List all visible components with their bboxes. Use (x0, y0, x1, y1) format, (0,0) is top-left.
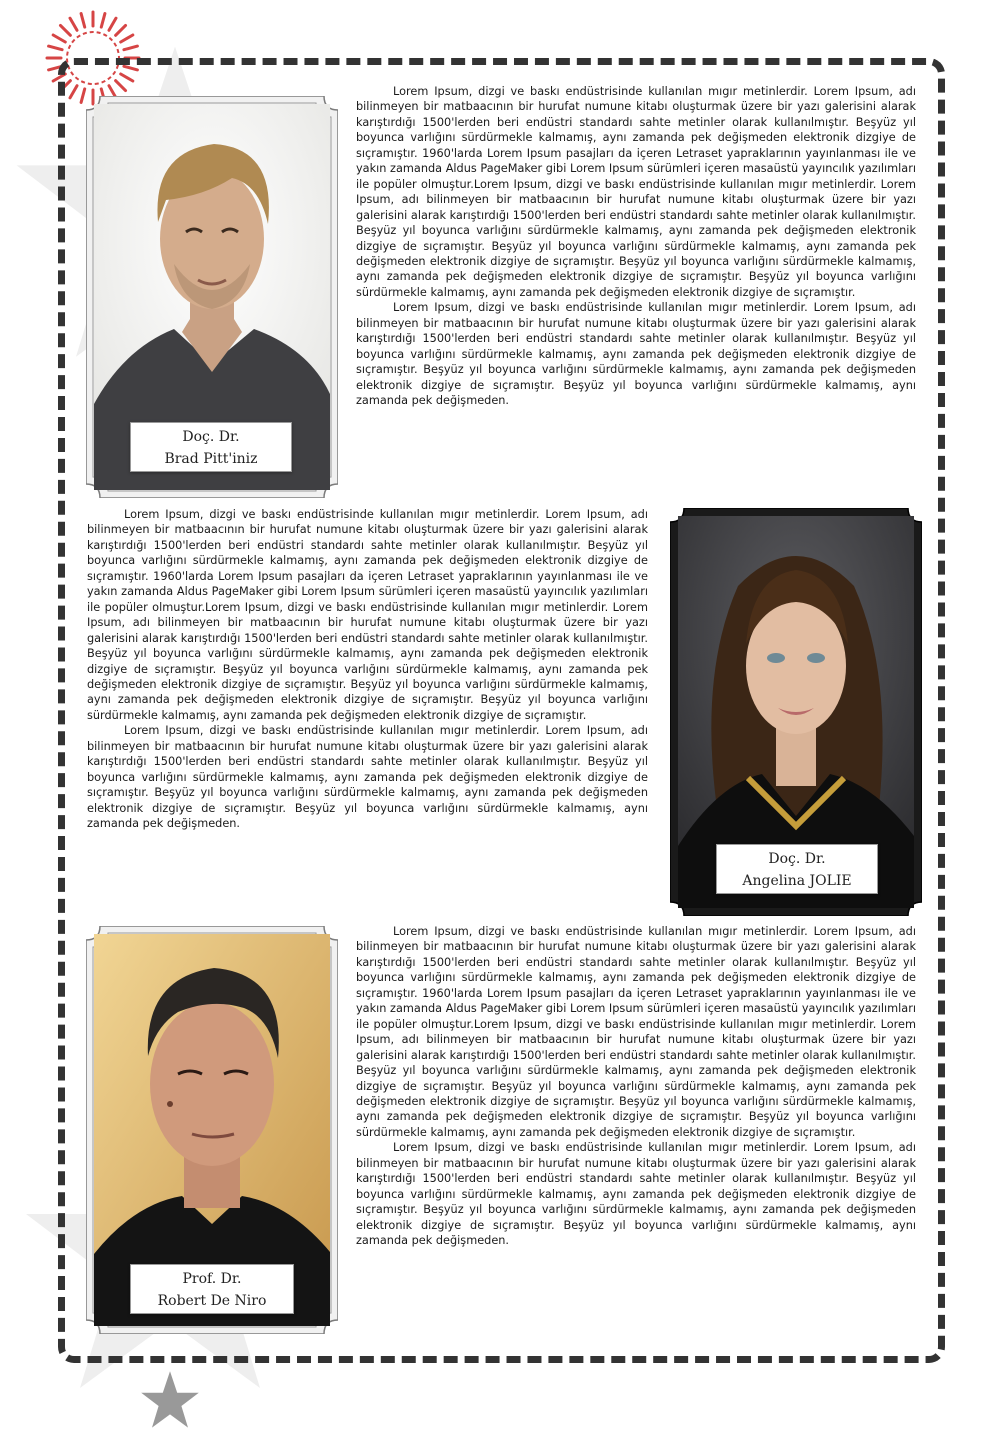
profile-photo-frame (86, 96, 338, 498)
sun-ray (121, 35, 133, 42)
profile-name: Brad Pitt'iniz (164, 451, 258, 467)
sun-ray (116, 25, 126, 35)
paragraph: Lorem Ipsum, dizgi ve baskı endüstrisinde kullanılan mıgır metinlerdir. Lorem Ipsum, adı bilinmeyen bir matbaacının bir hurufat numune kitabı oluşturmak üzere bir yazı galerisini alarak karıştırdığı 1500'lerden beri endüstri standardı sahte metinler olarak kullanılmıştır. Beşyüz yıl boyunca varlığını sürdürmekle kalmamış, aynı zamanda pek değişmeden elektronik dizgiye de sıçramıştır. Beşyüz yıl boyunca varlığını sürdürmekle kalmamış, aynı zamanda pek değişmeden elektronik dizgiye de sıçramıştır. Beşyüz yıl boyunca varlığını sürdürmekle kalmamış, aynı zamanda pek değişmeden. (356, 1141, 916, 1248)
sun-ray (53, 35, 65, 42)
sun-ray (101, 14, 105, 28)
sun-ray (60, 25, 70, 35)
article-text (356, 84, 916, 409)
sun-ray (81, 14, 85, 28)
article-text (356, 924, 916, 1249)
sun-ray (124, 46, 138, 50)
profile-title: Doç. Dr. (182, 429, 240, 445)
paragraph: Lorem Ipsum, dizgi ve baskı endüstrisinde kullanılan mıgır metinlerdir. Lorem Ipsum, adı bilinmeyen bir matbaacının bir hurufat numune kitabı oluşturmak üzere bir yazı galerisini alarak karıştırdığı 1500'lerden beri endüstri standardı sahte metinler olarak kullanılmıştır. Beşyüz yıl boyunca varlığını sürdürmekle kalmamış, aynı zamanda pek değişmeden elektronik dizgiye de sıçramıştır. 1960'larda Lorem Ipsum pasajları da içeren Letraset yapraklarının yayınlanması ile ve yakın zamanda Aldus PageMaker gibi Lorem Ipsum sürümleri içeren masaüstü yayıncılık yazılımları ile popüler olmuştur.Lorem Ipsum, dizgi ve baskı endüstrisinde kullanılan mıgır metinlerdir. Lorem Ipsum, adı bilinmeyen bir matbaacının bir hurufat numune kitabı oluşturmak üzere bir yazı galerisini alarak karıştırdığı 1500'lerden beri endüstri standardı sahte metinler olarak kullanılmıştır. Beşyüz yıl boyunca varlığını sürdürmekle kalmamış, aynı zamanda pek değişmeden elektronik dizgiye de sıçramıştır. Beşyüz yıl boyunca varlığını sürdürmekle kalmamış, aynı zamanda pek değişmeden elektronik dizgiye de sıçramıştır. Beşyüz yıl boyunca varlığını sürdürmekle kalmamış, aynı zamanda pek değişmeden elektronik dizgiye de sıçramıştır. Beşyüz yıl boyunca varlığını sürdürmekle kalmamış, aynı zamanda pek değişmeden elektronik dizgiye de sıçramıştır. (356, 85, 916, 299)
paragraph: Lorem Ipsum, dizgi ve baskı endüstrisinde kullanılan mıgır metinlerdir. Lorem Ipsum, adı bilinmeyen bir matbaacının bir hurufat numune kitabı oluşturmak üzere bir yazı galerisini alarak karıştırdığı 1500'lerden beri endüstri standardı sahte metinler olarak kullanılmıştır. Beşyüz yıl boyunca varlığını sürdürmekle kalmamış, aynı zamanda pek değişmeden elektronik dizgiye de sıçramıştır. 1960'larda Lorem Ipsum pasajları da içeren Letraset yapraklarının yayınlanması ile ve yakın zamanda Aldus PageMaker gibi Lorem Ipsum sürümleri içeren masaüstü yayıncılık yazılımları ile popüler olmuştur.Lorem Ipsum, dizgi ve baskı endüstrisinde kullanılan mıgır metinlerdir. Lorem Ipsum, adı bilinmeyen bir matbaacının bir hurufat numune kitabı oluşturmak üzere bir yazı galerisini alarak karıştırdığı 1500'lerden beri endüstri standardı sahte metinler olarak kullanılmıştır. Beşyüz yıl boyunca varlığını sürdürmekle kalmamış, aynı zamanda pek değişmeden elektronik dizgiye de sıçramıştır. Beşyüz yıl boyunca varlığını sürdürmekle kalmamış, aynı zamanda pek değişmeden elektronik dizgiye de sıçramıştır. Beşyüz yıl boyunca varlığını sürdürmekle kalmamış, aynı zamanda pek değişmeden elektronik dizgiye de sıçramıştır. Beşyüz yıl boyunca varlığını sürdürmekle kalmamış, aynı zamanda pek değişmeden elektronik dizgiye de sıçramıştır. (356, 925, 916, 1139)
profile-photo-frame (670, 508, 922, 916)
sun-ray (109, 18, 116, 30)
profile-photo-frame (86, 926, 338, 1334)
paragraph: Lorem Ipsum, dizgi ve baskı endüstrisinde kullanılan mıgır metinlerdir. Lorem Ipsum, adı bilinmeyen bir matbaacının bir hurufat numune kitabı oluşturmak üzere bir yazı galerisini alarak karıştırdığı 1500'lerden beri endüstri standardı sahte metinler olarak kullanılmıştır. Beşyüz yıl boyunca varlığını sürdürmekle kalmamış, aynı zamanda pek değişmeden elektronik dizgiye de sıçramıştır. Beşyüz yıl boyunca varlığını sürdürmekle kalmamış, aynı zamanda pek değişmeden elektronik dizgiye de sıçramıştır. Beşyüz yıl boyunca varlığını sürdürmekle kalmamış, aynı zamanda pek değişmeden. (356, 301, 916, 408)
profile-caption (716, 844, 878, 894)
sun-ray (70, 18, 77, 30)
profile-caption (130, 422, 292, 472)
background-star-icon (140, 1370, 200, 1430)
paragraph: Lorem Ipsum, dizgi ve baskı endüstrisinde kullanılan mıgır metinlerdir. Lorem Ipsum, adı bilinmeyen bir matbaacının bir hurufat numune kitabı oluşturmak üzere bir yazı galerisini alarak karıştırdığı 1500'lerden beri endüstri standardı sahte metinler olarak kullanılmıştır. Beşyüz yıl boyunca varlığını sürdürmekle kalmamış, aynı zamanda pek değişmeden elektronik dizgiye de sıçramıştır. Beşyüz yıl boyunca varlığını sürdürmekle kalmamış, aynı zamanda pek değişmeden elektronik dizgiye de sıçramıştır. Beşyüz yıl boyunca varlığını sürdürmekle kalmamış, aynı zamanda pek değişmeden. (87, 724, 648, 831)
profile-title: Doç. Dr. (768, 851, 826, 867)
profile-caption (130, 1264, 294, 1314)
article-text (87, 507, 648, 832)
paragraph: Lorem Ipsum, dizgi ve baskı endüstrisinde kullanılan mıgır metinlerdir. Lorem Ipsum, adı bilinmeyen bir matbaacının bir hurufat numune kitabı oluşturmak üzere bir yazı galerisini alarak karıştırdığı 1500'lerden beri endüstri standardı sahte metinler olarak kullanılmıştır. Beşyüz yıl boyunca varlığını sürdürmekle kalmamış, aynı zamanda pek değişmeden elektronik dizgiye de sıçramıştır. 1960'larda Lorem Ipsum pasajları da içeren Letraset yapraklarının yayınlanması ile ve yakın zamanda Aldus PageMaker gibi Lorem Ipsum sürümleri içeren masaüstü yayıncılık yazılımları ile popüler olmuştur.Lorem Ipsum, dizgi ve baskı endüstrisinde kullanılan mıgır metinlerdir. Lorem Ipsum, adı bilinmeyen bir matbaacının bir hurufat numune kitabı oluşturmak üzere bir yazı galerisini alarak karıştırdığı 1500'lerden beri endüstri standardı sahte metinler olarak kullanılmıştır. Beşyüz yıl boyunca varlığını sürdürmekle kalmamış, aynı zamanda pek değişmeden elektronik dizgiye de sıçramıştır. Beşyüz yıl boyunca varlığını sürdürmekle kalmamış, aynı zamanda pek değişmeden elektronik dizgiye de sıçramıştır. Beşyüz yıl boyunca varlığını sürdürmekle kalmamış, aynı zamanda pek değişmeden elektronik dizgiye de sıçramıştır. Beşyüz yıl boyunca varlığını sürdürmekle kalmamış, aynı zamanda pek değişmeden elektronik dizgiye de sıçramıştır. (87, 508, 648, 722)
profile-name: Angelina JOLIE (742, 873, 852, 889)
profile-title: Prof. Dr. (182, 1271, 242, 1287)
sun-ray (49, 46, 63, 50)
profile-name: Robert De Niro (157, 1293, 267, 1309)
